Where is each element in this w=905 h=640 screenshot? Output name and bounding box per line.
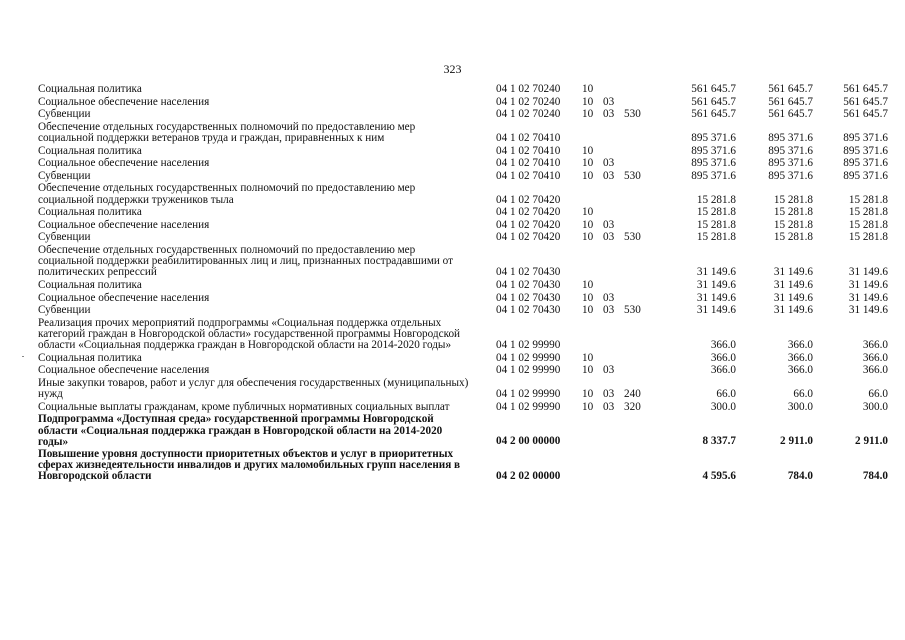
expense-type-code	[624, 449, 656, 484]
subsection-code: 03	[603, 169, 615, 182]
amount-year-2: 31 149.6	[773, 304, 813, 317]
subsection-code: 03	[603, 108, 615, 121]
subsection-code: 03	[603, 388, 615, 401]
amount-year-2: 895 371.6	[768, 144, 813, 157]
amount-year-1: 895 371.6	[691, 169, 736, 182]
amount-year-2: 300.0	[787, 400, 813, 413]
target-code: 04 1 02 70420	[496, 206, 561, 219]
item-name: Социальное обеспечение населения	[38, 157, 210, 170]
subsection-code	[603, 318, 624, 353]
amount-year-2: 31 149.6	[773, 266, 813, 279]
expense-type-code	[624, 158, 656, 171]
expense-type-code: 530	[624, 231, 641, 244]
amount-year-3: 561 645.7	[843, 95, 888, 108]
expense-type-code	[624, 122, 656, 146]
table-row	[38, 293, 888, 306]
amount-year-1: 31 149.6	[696, 278, 736, 291]
amount-year-3: 15 281.8	[848, 231, 888, 244]
target-code: 04 1 02 70430	[496, 266, 561, 279]
amount-year-3: 300.0	[862, 400, 888, 413]
item-name: Субвенции	[38, 231, 91, 244]
expense-type-code: 320	[624, 400, 641, 413]
section-code: 10	[582, 144, 594, 157]
table-row	[38, 158, 888, 171]
amount-year-2: 895 371.6	[768, 169, 813, 182]
amount-year-3: 784.0	[862, 469, 888, 482]
amount-year-1: 366.0	[710, 364, 736, 377]
section-code: 10	[582, 169, 594, 182]
section-code: 10	[582, 278, 594, 291]
amount-year-3: 561 645.7	[843, 108, 888, 121]
target-code: 04 1 02 70240	[496, 95, 561, 108]
amount-year-3: 561 645.7	[843, 83, 888, 95]
amount-year-3: 895 371.6	[843, 131, 888, 144]
amount-year-1: 8 337.7	[702, 435, 736, 448]
section-code: 10	[582, 364, 594, 377]
item-name: Иные закупки товаров, работ и услуг для обеспечения государственных (муниципальных) нужд	[38, 376, 469, 401]
amount-year-2: 366.0	[787, 351, 813, 364]
item-name: Социальное обеспечение населения	[38, 291, 210, 304]
subsection-code	[603, 122, 624, 146]
table-row	[38, 245, 888, 280]
amount-year-2: 15 281.8	[773, 218, 813, 231]
section-code: 10	[582, 206, 594, 219]
section-code: 10	[582, 231, 594, 244]
expense-type-code: 530	[624, 169, 641, 182]
amount-year-3: 15 281.8	[848, 206, 888, 219]
section-code: 10	[582, 351, 594, 364]
table-row	[38, 280, 888, 293]
table-row	[38, 378, 888, 402]
subsection-code: 03	[603, 364, 615, 377]
item-name: Субвенции	[38, 169, 91, 182]
target-code: 04 1 02 70430	[496, 304, 561, 317]
target-code: 04 2 00 00000	[496, 435, 561, 448]
table-row	[38, 305, 888, 318]
amount-year-2: 66.0	[793, 388, 813, 401]
amount-year-3: 895 371.6	[843, 157, 888, 170]
amount-year-2: 15 281.8	[773, 193, 813, 206]
section-code: 10	[582, 83, 594, 95]
section-code	[582, 183, 603, 207]
item-name: Социальная политика	[38, 206, 142, 219]
item-name: Социальное обеспечение населения	[38, 218, 210, 231]
amount-year-1: 15 281.8	[696, 193, 736, 206]
amount-year-1: 31 149.6	[696, 291, 736, 304]
table-body	[38, 84, 888, 484]
amount-year-3: 31 149.6	[848, 304, 888, 317]
table-row	[38, 207, 888, 220]
item-name: Обеспечение отдельных государственных полномочий по предоставлению мер социальной поддержки ветеранов труда и граждан, приравненных к ним	[38, 120, 416, 144]
amount-year-3: 366.0	[862, 339, 888, 352]
section-code: 10	[582, 157, 594, 170]
amount-year-1: 366.0	[710, 339, 736, 352]
target-code: 04 1 02 70410	[496, 144, 561, 157]
item-name: Повышение уровня доступности приоритетных объектов и услуг в приоритетных сферах жизнедеятельности инвалидов и других маломобильных групп населения в Новгородской области	[38, 447, 461, 483]
table-row	[38, 122, 888, 146]
amount-year-3: 31 149.6	[848, 278, 888, 291]
amount-year-1: 895 371.6	[691, 131, 736, 144]
subsection-code	[603, 280, 624, 293]
subsection-code: 03	[603, 157, 615, 170]
amount-year-1: 561 645.7	[691, 83, 736, 95]
subsection-code	[603, 183, 624, 207]
amount-year-1: 4 595.6	[702, 469, 736, 482]
section-code	[582, 122, 603, 146]
section-code	[582, 245, 603, 280]
table-row	[38, 109, 888, 122]
table-row	[38, 84, 888, 97]
amount-year-2: 895 371.6	[768, 131, 813, 144]
table-row	[38, 220, 888, 233]
expense-type-code	[624, 84, 656, 97]
subsection-code	[603, 207, 624, 220]
table-row	[38, 183, 888, 207]
target-code: 04 1 02 70430	[496, 291, 561, 304]
item-name: Социальные выплаты гражданам, кроме публичных нормативных социальных выплат	[38, 400, 450, 413]
expense-type-code	[624, 207, 656, 220]
subsection-code: 03	[603, 218, 615, 231]
subsection-code: 03	[603, 400, 615, 413]
expense-type-code	[624, 414, 656, 449]
amount-year-2: 15 281.8	[773, 231, 813, 244]
amount-year-1: 561 645.7	[691, 108, 736, 121]
expense-type-code: 240	[624, 388, 641, 401]
amount-year-2: 895 371.6	[768, 157, 813, 170]
target-code: 04 1 02 99990	[496, 400, 561, 413]
table-row	[38, 449, 888, 484]
section-code: 10	[582, 95, 594, 108]
amount-year-2: 366.0	[787, 339, 813, 352]
amount-year-1: 15 281.8	[696, 206, 736, 219]
amount-year-1: 366.0	[710, 351, 736, 364]
amount-year-1: 895 371.6	[691, 144, 736, 157]
amount-year-2: 31 149.6	[773, 291, 813, 304]
amount-year-1: 31 149.6	[696, 266, 736, 279]
budget-table	[38, 84, 888, 484]
subsection-code: 03	[603, 231, 615, 244]
target-code: 04 1 02 99990	[496, 364, 561, 377]
target-code: 04 1 02 70430	[496, 278, 561, 291]
section-code: 10	[582, 304, 594, 317]
table-row	[38, 414, 888, 449]
table-row	[38, 97, 888, 110]
subsection-code	[603, 449, 624, 484]
target-code: 04 1 02 99990	[496, 351, 561, 364]
target-code: 04 1 02 70420	[496, 193, 561, 206]
item-name: Социальная политика	[38, 278, 142, 291]
amount-year-3: 15 281.8	[848, 193, 888, 206]
amount-year-2: 561 645.7	[768, 95, 813, 108]
section-code: 10	[582, 218, 594, 231]
subsection-code	[603, 84, 624, 97]
item-name: Обеспечение отдельных государственных полномочий по предоставлению мер социальной поддержки реабилитированных лиц и лиц, признанных пострадавшими от политических репрессий	[38, 243, 454, 279]
subsection-code: 03	[603, 304, 615, 317]
amount-year-3: 15 281.8	[848, 218, 888, 231]
item-name: Социальная политика	[38, 144, 142, 157]
item-name: Социальное обеспечение населения	[38, 95, 210, 108]
target-code: 04 1 02 70240	[496, 83, 561, 95]
target-code: 04 1 02 70410	[496, 131, 561, 144]
target-code: 04 1 02 70410	[496, 157, 561, 170]
expense-type-code	[624, 280, 656, 293]
expense-type-code	[624, 183, 656, 207]
subsection-code: 03	[603, 291, 615, 304]
item-name: Реализация прочих мероприятий подпрограммы «Социальная поддержка отдельных категорий граждан в Новгородской области» государственной программы Новгородской области «Социальная поддержка граждан в Новгородской области на 2014-2020 годы»	[38, 316, 461, 352]
expense-type-code: 530	[624, 304, 641, 317]
expense-type-code	[624, 146, 656, 159]
target-code: 04 1 02 70420	[496, 218, 561, 231]
amount-year-2: 561 645.7	[768, 83, 813, 95]
item-name: Социальная политика	[38, 351, 142, 364]
expense-type-code	[624, 245, 656, 280]
amount-year-3: 31 149.6	[848, 291, 888, 304]
amount-year-1: 66.0	[716, 388, 736, 401]
section-code: 10	[582, 400, 594, 413]
amount-year-3: 895 371.6	[843, 144, 888, 157]
subsection-code	[603, 245, 624, 280]
target-code: 04 1 02 70420	[496, 231, 561, 244]
scan-dot	[22, 356, 24, 357]
amount-year-3: 895 371.6	[843, 169, 888, 182]
expense-type-code	[624, 353, 656, 366]
subsection-code: 03	[603, 95, 615, 108]
section-code	[582, 449, 603, 484]
amount-year-2: 15 281.8	[773, 206, 813, 219]
page-number: 323	[443, 62, 462, 76]
amount-year-3: 366.0	[862, 351, 888, 364]
amount-year-3: 366.0	[862, 364, 888, 377]
amount-year-2: 784.0	[787, 469, 813, 482]
amount-year-3: 2 911.0	[855, 435, 888, 448]
section-code: 10	[582, 291, 594, 304]
amount-year-1: 15 281.8	[696, 231, 736, 244]
target-code: 04 1 02 70240	[496, 108, 561, 121]
item-name: Субвенции	[38, 304, 91, 317]
amount-year-2: 366.0	[787, 364, 813, 377]
amount-year-1: 300.0	[710, 400, 736, 413]
amount-year-1: 895 371.6	[691, 157, 736, 170]
amount-year-1: 31 149.6	[696, 304, 736, 317]
amount-year-1: 561 645.7	[691, 95, 736, 108]
expense-type-code	[624, 318, 656, 353]
amount-year-3: 31 149.6	[848, 266, 888, 279]
target-code: 04 1 02 70410	[496, 169, 561, 182]
item-name: Социальное обеспечение населения	[38, 364, 210, 377]
amount-year-2: 31 149.6	[773, 278, 813, 291]
target-code: 04 1 02 99990	[496, 388, 561, 401]
target-code: 04 1 02 99990	[496, 339, 561, 352]
item-name: Социальная политика	[38, 83, 142, 95]
section-code: 10	[582, 108, 594, 121]
item-name: Субвенции	[38, 108, 91, 121]
table-row	[38, 318, 888, 353]
section-code	[582, 414, 603, 449]
amount-year-3: 66.0	[868, 388, 888, 401]
subsection-code	[603, 414, 624, 449]
amount-year-2: 561 645.7	[768, 108, 813, 121]
target-code: 04 2 02 00000	[496, 469, 561, 482]
section-code	[582, 318, 603, 353]
section-code: 10	[582, 388, 594, 401]
amount-year-1: 15 281.8	[696, 218, 736, 231]
item-name: Подпрограмма «Доступная среда» государственной программы Новгородской области «Социальная поддержка граждан в Новгородской области на 2014-2020 годы»	[38, 413, 443, 448]
expense-type-code	[624, 365, 656, 378]
expense-type-code: 530	[624, 108, 641, 121]
item-name: Обеспечение отдельных государственных полномочий по предоставлению мер социальной поддержки тружеников тыла	[38, 182, 416, 206]
amount-year-2: 2 911.0	[780, 435, 813, 448]
